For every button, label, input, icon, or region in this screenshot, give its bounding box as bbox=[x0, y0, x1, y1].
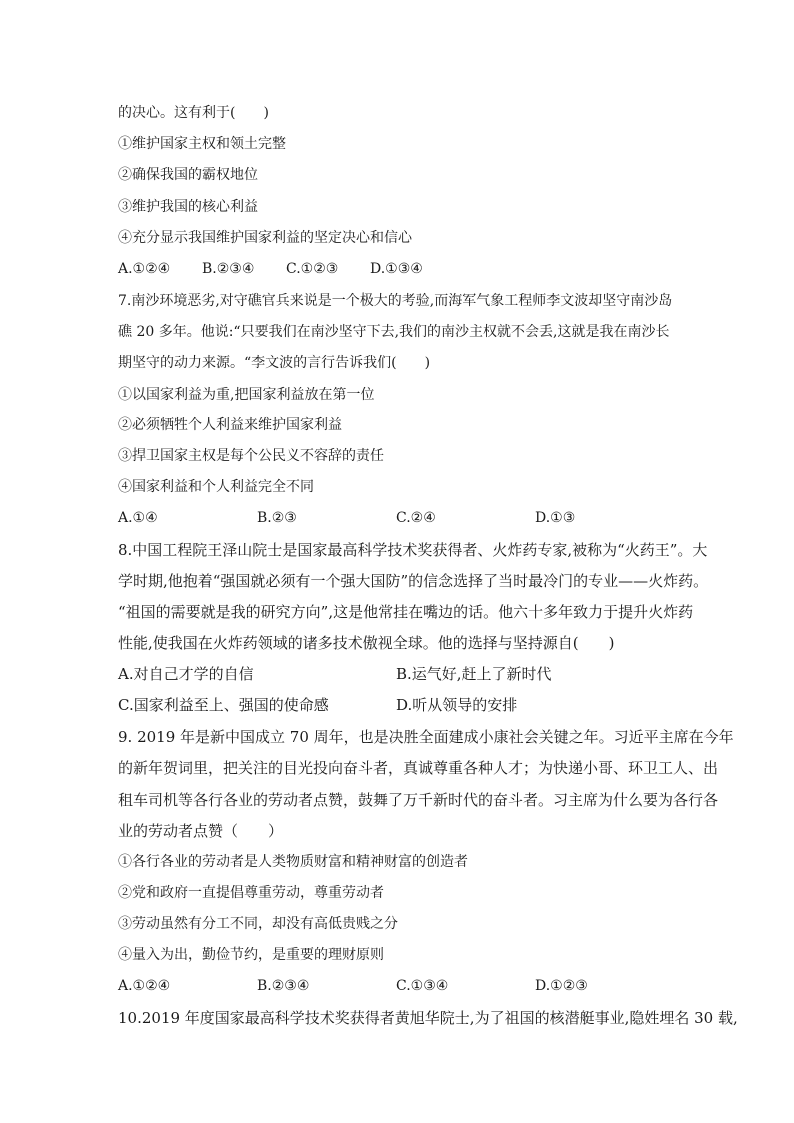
q6-item-1: ①维护国家主权和领土完整 bbox=[118, 136, 286, 152]
q7-item-2: ②必须牺牲个人利益来维护国家利益 bbox=[118, 417, 342, 433]
q6-item-2: ②确保我国的霸权地位 bbox=[118, 167, 258, 183]
q8-stem-line-1: 8.中国工程院王泽山院士是国家最高科学技术奖获得者、火炸药专家,被称为“火药王”。大 bbox=[118, 541, 708, 559]
q7-stem-line-2: 礁 20 多年。他说:“只要我们在南沙坚守下去,我们的南沙主权就不会丢,这就是我在南沙长 bbox=[118, 324, 670, 340]
q7-item-1: ①以国家利益为重,把国家利益放在第一位 bbox=[118, 387, 375, 403]
q9-item-3: ③劳动虽然有分工不同，却没有高低贵贱之分 bbox=[118, 916, 398, 932]
q9-stem-line-2: 的新年贺词里，把关注的目光投向奋斗者，真诚尊重各种人才；为快递小哥、环卫工人、出 bbox=[118, 759, 719, 777]
q6-item-3: ③维护我国的核心利益 bbox=[118, 199, 258, 215]
q7-option-b: B.②③ bbox=[257, 510, 297, 526]
q8-stem-line-2: 学时期,他抱着“强国就必须有一个强大国防”的信念选择了当时最冷门的专业——火炸药。 bbox=[118, 572, 709, 590]
q9-item-4: ④量入为出，勤俭节约，是重要的理财原则 bbox=[118, 947, 384, 963]
q8-stem-line-4: 性能,使我国在火炸药领域的诸多技术傲视全球。他的选择与坚持源自( ) bbox=[118, 634, 615, 652]
q7-item-3: ③捍卫国家主权是每个公民义不容辞的责任 bbox=[118, 448, 384, 464]
q7-option-c: C.②④ bbox=[396, 510, 436, 526]
q9-stem-line-3: 租车司机等各行各业的劳动者点赞，鼓舞了万千新时代的奋斗者。习主席为什么要为各行各 bbox=[118, 791, 719, 809]
q6-tail: 的决心。这有利于( ) bbox=[118, 105, 269, 121]
q10-stem-line-1: 10.2019 年度国家最高科学技术奖获得者黄旭华院士,为了祖国的核潜艇事业,隐姓埋名 30 载, bbox=[118, 1009, 738, 1027]
q7-option-d: D.①③ bbox=[535, 510, 576, 526]
q7-stem-line-3: 期坚守的动力来源。“李文波的言行告诉我们( ) bbox=[118, 355, 431, 371]
q6-option-c: C.①②③ bbox=[286, 261, 339, 277]
q6-item-4: ④充分显示我国维护国家利益的坚定决心和信心 bbox=[118, 230, 412, 246]
q8-option-d: D.听从领导的安排 bbox=[396, 696, 518, 714]
q8-option-a: A.对自己才学的自信 bbox=[118, 665, 254, 683]
q7-item-4: ④国家利益和个人利益完全不同 bbox=[118, 479, 314, 495]
q9-option-c: C.①③④ bbox=[396, 978, 449, 994]
q9-item-2: ②党和政府一直提倡尊重劳动，尊重劳动者 bbox=[118, 885, 384, 901]
q6-option-d: D.①③④ bbox=[370, 261, 423, 277]
q6-option-a: A.①②④ bbox=[118, 261, 171, 277]
q9-option-a: A.①②④ bbox=[118, 978, 171, 994]
q9-stem-line-1: 9. 2019 年是新中国成立 70 周年，也是决胜全面建成小康社会关键之年。习近平主席在今年 bbox=[118, 728, 734, 746]
q8-stem-line-3: “祖国的需要就是我的研究方向”,这是他常挂在嘴边的话。他六十多年致力于提升火炸药 bbox=[118, 603, 694, 621]
q9-option-d: D.①②③ bbox=[535, 978, 588, 994]
q8-option-b: B.运气好,赶上了新时代 bbox=[396, 665, 552, 683]
q9-item-1: ①各行各业的劳动者是人类物质财富和精神财富的创造者 bbox=[118, 854, 468, 870]
q9-stem-line-4: 业的劳动者点赞（ ） bbox=[118, 822, 284, 840]
q8-option-c: C.国家利益至上、强国的使命感 bbox=[118, 696, 329, 714]
q9-option-b: B.②③④ bbox=[257, 978, 310, 994]
q7-option-a: A.①④ bbox=[118, 510, 158, 526]
q6-option-b: B.②③④ bbox=[202, 261, 255, 277]
q7-stem-line-1: 7.南沙环境恶劣,对守礁官兵来说是一个极大的考验,而海军气象工程师李文波却坚守南沙岛 bbox=[118, 293, 673, 309]
